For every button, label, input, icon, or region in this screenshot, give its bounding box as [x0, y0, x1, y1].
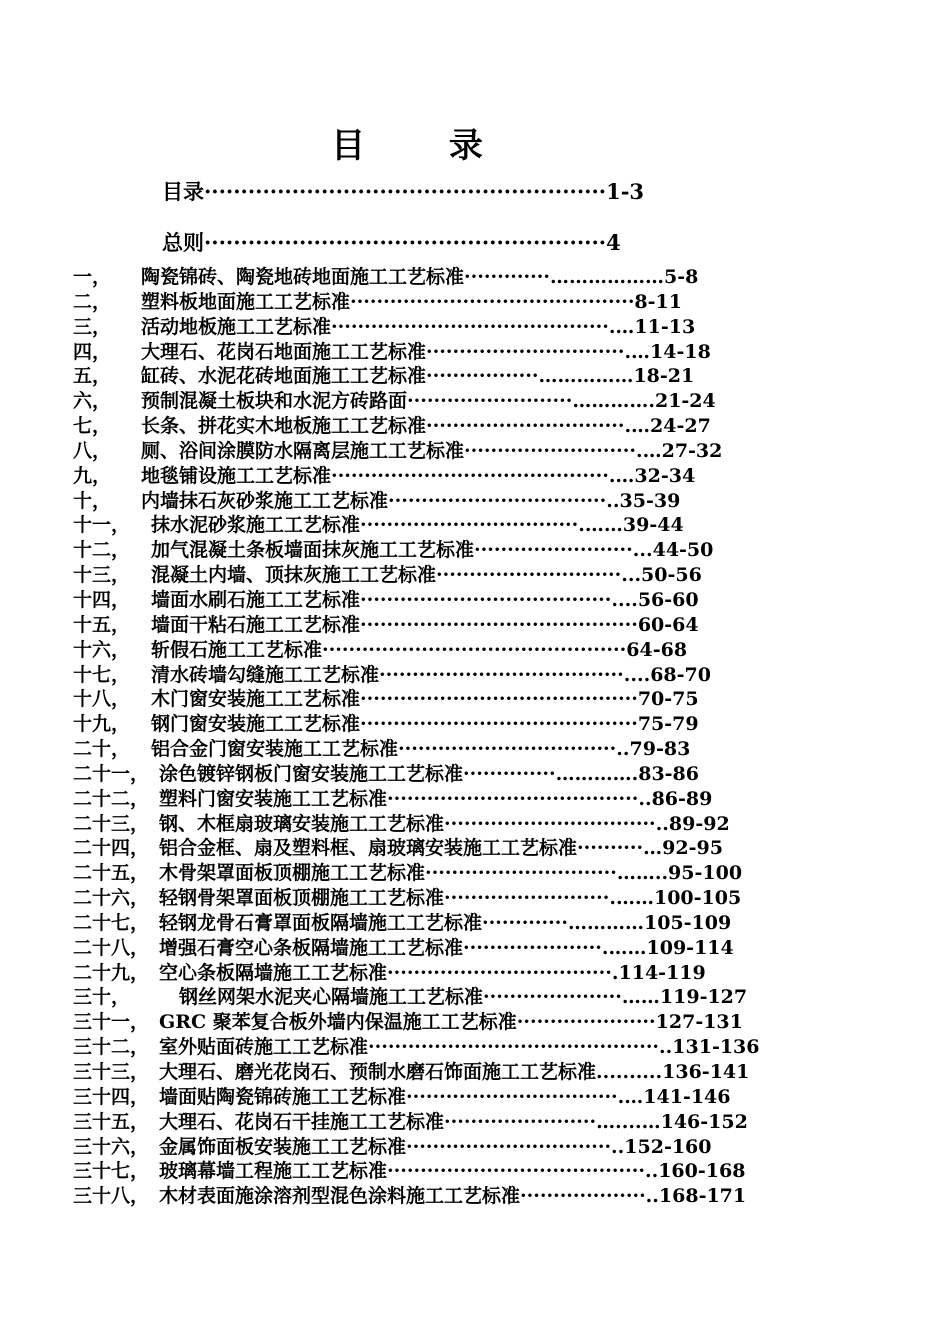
toc-entry-number: 二十四， [73, 837, 150, 860]
toc-entry-text: 大理石、花岗石地面施工工艺标准······························.…14-18 [141, 340, 711, 363]
toc-entry-text: 地毯铺设施工工艺标准··········································.…32-34 [141, 464, 696, 487]
toc-entry-number: 三十四， [73, 1085, 150, 1108]
toc-entry-number: 一， [73, 266, 112, 288]
toc-entry [73, 464, 843, 489]
toc-entry-number: 十八， [73, 688, 131, 711]
toc-entry [73, 663, 843, 688]
toc-entry-contents: 目录·······················································1-3 [162, 179, 645, 204]
toc-entry-text: 钢丝网架水泥夹心隔墙施工工艺标准·····················……119-127 [179, 986, 748, 1009]
toc-entry [73, 936, 843, 961]
toc-entry-text: 活动地板施工工艺标准··········································.…11-13 [141, 315, 696, 338]
toc-entry-text: 斩假石施工工艺标准··············································64-68 [151, 638, 688, 661]
toc-entry-number: 四， [73, 340, 112, 363]
toc-entry [73, 1110, 843, 1135]
toc-entry-number: 二十六， [73, 887, 150, 910]
toc-entry-general: 总则·······················································4 [162, 230, 621, 255]
toc-entry-text: 室外贴面砖施工工艺标准············································..131-136 [159, 1036, 760, 1059]
toc-entry [73, 513, 843, 538]
toc-entry [73, 787, 843, 812]
toc-entry-text: GRC 聚苯复合板外墙内保温施工工艺标准·····················127-131 [159, 1011, 743, 1034]
toc-entry [73, 340, 843, 365]
toc-entry-text: 轻钢龙骨石膏罩面板隔墙施工工艺标准·············…………105-109 [159, 911, 732, 934]
toc-entry-number: 十， [73, 489, 112, 512]
toc-entry-text: 玻璃幕墙工程施工工艺标准·······································..160-168 [159, 1160, 746, 1183]
toc-entry [73, 1010, 843, 1035]
toc-entry-text: 陶瓷锦砖、陶瓷地砖地面施工工艺标准·············………………5-8 [141, 266, 699, 288]
toc-entry-number: 三十五， [73, 1110, 150, 1133]
toc-entry-text: 大理石、花岗石干挂施工工艺标准·······················…....…146-152 [159, 1110, 748, 1133]
toc-entry-text: 清水砖墙勾缝施工工艺标准·····································....68-70 [151, 663, 711, 686]
toc-entry [73, 712, 843, 737]
toc-entry-text: 墙面干粘石施工工艺标准··········································60-64 [151, 613, 699, 636]
toc-entry-number: 三十， [73, 986, 131, 1009]
toc-entry-text: 塑料板地面施工工艺标准···········································8-11 [141, 290, 682, 313]
toc-entry-text: 内墙抹石灰砂浆施工工艺标准·································..35-39 [141, 489, 681, 512]
toc-entry-number: 二十二， [73, 787, 150, 810]
toc-entry [73, 563, 843, 588]
toc-entry [73, 737, 843, 762]
toc-entry [73, 861, 843, 886]
toc-entry-number: 二十七， [73, 911, 150, 934]
toc-entry [73, 985, 843, 1010]
toc-entry-text: 铝合金门窗安装施工工艺标准·································..79-83 [151, 738, 691, 761]
toc-entry [73, 687, 843, 712]
toc-entry-number: 十六， [73, 638, 131, 661]
toc-entry-number: 三十一， [73, 1011, 150, 1034]
toc-entry-number: 二十九， [73, 961, 150, 984]
toc-entry-number: 二十三， [73, 812, 150, 835]
toc-entry-text: 涂色镀锌钢板门窗安装施工工艺标准··············………….83-86 [159, 762, 699, 785]
toc-entry [73, 315, 843, 340]
toc-entry [73, 886, 843, 911]
toc-entry-text: 墙面贴陶瓷锦砖施工工艺标准································.…141-146 [159, 1085, 731, 1108]
toc-entry-number: 七， [73, 415, 112, 438]
toc-entry-text: 预制混凝土板块和水泥方砖路面·························………….21-24 [141, 390, 716, 413]
toc-entry [73, 364, 843, 389]
toc-entry [73, 961, 843, 986]
toc-entry [73, 812, 843, 837]
toc-entry [73, 1060, 843, 1085]
toc-entry-number: 三十八， [73, 1185, 150, 1208]
toc-entry [73, 389, 843, 414]
toc-entry-text: 墙面水刷石施工工艺标准······································....56-60 [151, 588, 699, 611]
toc-entry [73, 265, 843, 290]
toc-entry-text: 抹水泥砂浆施工工艺标准·································.……39-44 [151, 514, 684, 537]
toc-entry [73, 613, 843, 638]
toc-entry-number: 二十五， [73, 862, 150, 885]
toc-entry-number: 三十六， [73, 1135, 150, 1158]
toc-entry-number: 二， [73, 290, 112, 313]
toc-entry-text: 钢、木框扇玻璃安装施工工艺标准································..89-92 [159, 812, 730, 835]
toc-entry [73, 588, 843, 613]
toc-entry-text: 木骨架罩面板顶棚施工工艺标准·····························……..95-100 [159, 862, 743, 885]
toc-entry-text: 金属饰面板安装施工工艺标准·······························..152-160 [159, 1135, 712, 1158]
toc-entry-text: 木门窗安装施工工艺标准··········································70-75 [151, 688, 699, 711]
toc-entry-text: 厕、浴间涂膜防水隔离层施工工艺标准··························.…27-32 [141, 439, 723, 462]
toc-entry-text: 铝合金框、扇及塑料框、扇玻璃安装施工工艺标准··········…92-95 [159, 837, 723, 860]
toc-entry [73, 1035, 843, 1060]
toc-entry-text: 长条、拼花实木地板施工工艺标准······························.…24-27 [141, 415, 711, 438]
toc-entry-number: 二十八， [73, 936, 150, 959]
toc-entry-number: 八， [73, 439, 112, 462]
toc-entry [73, 414, 843, 439]
toc-entry [73, 538, 843, 563]
toc-entry-number: 二十一， [73, 762, 150, 785]
toc-entry [73, 762, 843, 787]
toc-entry [73, 1159, 843, 1184]
toc-entry-number: 二十， [73, 738, 131, 761]
toc-entry-text: 增强石膏空心条板隔墙施工工艺标准·····················.……109-114 [159, 936, 734, 959]
toc-entry-number: 十二， [73, 539, 131, 562]
toc-entry [73, 1184, 843, 1209]
toc-entry [73, 489, 843, 514]
toc-entry [73, 836, 843, 861]
toc-entry-number: 十九， [73, 713, 131, 736]
toc-entry-number: 十一， [73, 514, 131, 537]
toc-entry-text: 轻钢骨架罩面板顶棚施工工艺标准·························.……100-105 [159, 887, 742, 910]
toc-entry [73, 1085, 843, 1110]
toc-list [73, 265, 843, 1209]
toc-entry-text: 缸砖、水泥花砖地面施工工艺标准·················……………18-21 [141, 365, 695, 388]
toc-entry-number: 三十三， [73, 1061, 150, 1083]
toc-entry-text: 混凝土内墙、顶抹灰施工工艺标准····························...50-56 [151, 564, 702, 587]
toc-entry-text: 塑料门窗安装施工工艺标准······································..86-89 [159, 787, 713, 810]
toc-entry [73, 638, 843, 663]
toc-entry [73, 290, 843, 315]
toc-entry-number: 六， [73, 390, 112, 413]
toc-entry-number: 三， [73, 315, 112, 338]
toc-entry-text: 大理石、磨光花岗石、预制水磨石饰面施工工艺标准..........136-141 [159, 1061, 750, 1083]
toc-entry [73, 911, 843, 936]
toc-entry-number: 九， [73, 464, 112, 487]
toc-entry-number: 十三， [73, 564, 131, 587]
toc-entry-number: 十五， [73, 613, 131, 636]
toc-entry [73, 1135, 843, 1160]
toc-entry-number: 十七， [73, 663, 131, 686]
toc-entry-number: 三十七， [73, 1160, 150, 1183]
toc-entry-number: 十四， [73, 588, 131, 611]
toc-entry-text: 空心条板隔墙施工工艺标准··································.114-119 [159, 961, 706, 984]
toc-entry-number: 五， [73, 365, 112, 388]
toc-entry-text: 钢门窗安装施工工艺标准··········································75-79 [151, 713, 699, 736]
toc-entry-text: 加气混凝土条板墙面抹灰施工工艺标准························...44-50 [151, 539, 714, 562]
toc-entry-text: 木材表面施涂溶剂型混色涂料施工工艺标准···················..168-171 [159, 1185, 747, 1208]
page-title: 目 录 [331, 126, 519, 166]
toc-entry-number: 三十二， [73, 1036, 150, 1059]
toc-entry [73, 439, 843, 464]
